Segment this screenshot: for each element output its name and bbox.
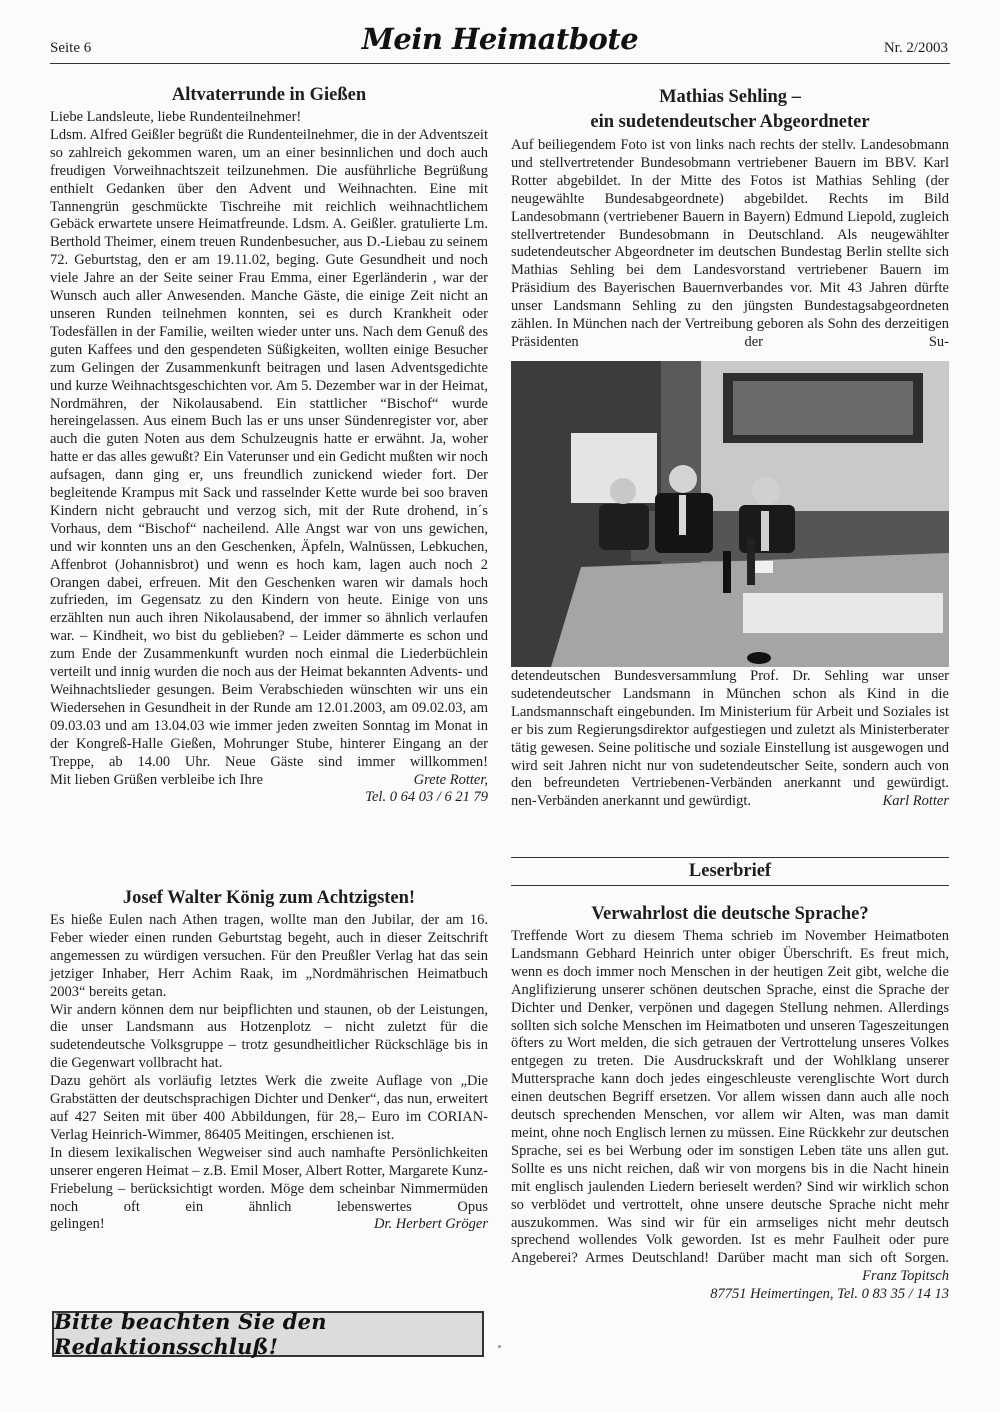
article-paragraph: Dazu gehört als vorläufig letztes Werk die zweite Auflage von „Die Grabstätten der deutschsprachigen Dichter und Denker“, das nun, erweitert auf 427 Seiten mit über 400 Abbildungen, für 28,– Euro im CORIAN-Verlag Heinrich-Wimmer, 86405 Meitingen, erschienen ist. (50, 1073, 488, 1143)
signature-row (50, 1216, 488, 1234)
deadline-notice (52, 1311, 484, 1357)
issue-number: Nr. 2/2003 (883, 40, 948, 56)
article-author: Franz Topitsch (862, 1268, 949, 1285)
signature-row (511, 793, 949, 811)
article-paragraph: Es hieße Eulen nach Athen tragen, wollte man den Jubilar, der am 16. Feber wieder einen runden Geburtstag begeht, auch in dieser Zeitschrift angemessen zu würdigen versuchen. Für den Preußler Verlag hat das sein jetziger Inhaber, Herr Achim Raak, im „Nordmährischen Heimatbuch 2003“ bereits getan. (50, 912, 488, 1000)
section-rule-top (511, 857, 949, 858)
article-title: Josef Walter König zum Achtzigsten! (122, 888, 416, 908)
article-author: Dr. Herbert Gröger (374, 1216, 488, 1233)
article-paragraph-end: gelingen! (50, 1216, 105, 1233)
author-address: 87751 Heimertingen, Tel. 0 83 35 / 14 13 (710, 1286, 949, 1303)
article-sprache (511, 903, 949, 1304)
article-title-line1: Mathias Sehling – (659, 87, 801, 107)
article-sehling (511, 86, 949, 352)
article-body: Treffende Wort zu diesem Thema schrieb im November Heimatboten Landsmann Gebhard Heinrich unter obiger Überschrift. Es freut mich, wenn es doch immer noch Menschen in der heutigen Zeit gibt, welche die Anglifizierung unserer schönen deutschen Sprache, einst die Sprache der Dichter und Denker, verpönen und dagegen Stellung nehmen. Allerdings sollten sich solche Menschen im Heimatboten und unseren Tageszeitungen öfters zu Wort melden, die sich getrauen der Vertrottelung unseres Volkes entgegen zu treten. Die Ausdruckskraft und der Wohlklang unserer Muttersprache kann doch jedes eingeschleuste verenglischte Wort durch einen deutschen Begriff ersetzen. Vor allem wissen dann auch alle noch deutsch sprechenden Menschen, vor allem wir Alten, was man damit meint, ohne noch Englisch lernen zu müssen. Eine Rückkehr zur deutschen Sprache, sei es bei Werbung oder im sonstigen Leben täte uns allen gut. Sollte es uns nicht reichen, daß wir von morgens bis in die Nacht hinein mit englisch jaulenden Liedern berieselt werden? Sind wir wirklich schon so verblödet und vertrottelt, ohne unsere deutsche Sprache nicht mehr auszukommen. Was sind wir für ein armseliges nicht mehr deutsch sprechend wollendes Volk geworden. Ist es mehr Faulheit oder pure Angeberei? Armes Deutschland! Darüber macht man sich oft Sorgen. (511, 928, 949, 1267)
article-paragraph: In diesem lexikalischen Wegweiser sind auch namhafte Persönlichkeiten unserer engeren Heimat – z.B. Emil Moser, Albert Rotter, Margarete Kunz-Friebelung – berücksichtigt worden. Möge dem scheinbar Nimmermüden noch oft ein ähnlich lebenswertes Opus (50, 1144, 488, 1215)
section-title: Leserbrief (688, 861, 772, 881)
article-author: Karl Rotter (882, 793, 949, 810)
article-altvaterrunde (50, 84, 488, 807)
article-author: Grete Rotter, (413, 771, 488, 788)
signature-row (50, 772, 488, 790)
article-koenig (50, 887, 488, 1234)
article-salutation: Liebe Landsleute, liebe Rundenteilnehmer! (50, 109, 302, 125)
page-number: Seite 6 (50, 40, 92, 56)
header-rule (50, 63, 950, 64)
article-title: Verwahrlost die deutsche Sprache? (591, 904, 869, 924)
article-title-line2: ein sudetendeutscher Abgeordneter (590, 112, 870, 132)
masthead-title: Mein Heimatbote (361, 22, 639, 56)
page-speck (498, 1345, 501, 1348)
section-rule-bottom (511, 885, 949, 886)
article-paragraph: Auf beiliegendem Foto ist von links nach rechts der stellv. Landesobmann und stellvertretender Bundesobmann vertriebener Bauern im BBV. Karl Rotter abgebildet. In der Mitte des Fotos ist Mathias Sehling (der neugewählte Bundesabgeordnete) abgebildet. Rechts im Bild Landesobmann (vertriebener Bauern in Bayern) Edmund Liepold, zugleich stellvertretender Bundesobmann in Deutschland. Als neugewählter sudetendeutscher Abgeordneter im deutschen Bundestag Berlin stellte sich Mathias Sehling bei dem Landesvorstand vertriebener Bauern im Präsidium des Bayerischen Bauernverbandes vor. Mit 43 Jahren dürfte unser Landsmann Sehling zu den jüngsten Bundestagsabgeordneten zählen. In München nach der Vertreibung geboren als Sohn des derzeitigen Präsidenten der Su- (511, 137, 949, 350)
article-closing: Mit lieben Grüßen verbleibe ich Ihre (50, 771, 263, 788)
article-body: Ldsm. Alfred Geißler begrüßt die Rundenteilnehmer, die in der Adventszeit so zahlreich gekommen waren, um an einer besinnlichen und doch auch freudigen Vorweihnachtszeit teilzunehmen. Die ausführliche Begrüßung enthielt Gedanken über den Advent und Weihnachten. Eine mit Tannengrün geschmückte Tischreihe mit reichlich weihnachtlichem Gebäck erwartete unsere Heimatfreunde. Ldsm. A. Geißler. gratulierte Lm. Berthold Theimer, einem treuen Rundenbesucher, aus D.-Liebau zu seinem 72. Geburtstag, den er am 19.11.02, beging. Gute Gesundheit und noch viele Jahre an der Seite seiner Frau Emma, einer Egerländerin , war der Wunsch auch aller Anwesenden. Manche Gäste, die einige Zeit nicht an unseren Runden teilnehmen konnten, sei es durch Krankheit oder Todesfällen in der Familie, weilten wieder unter uns. Nach dem Genuß des guten Kaffees und den gespendeten Süßigkeiten, wollten einige Besucher zum Gelingen der Zusammenkunft beitragen und lasen Adventsgedichte und kurze Weihnachtsgeschichten vor. Am 5. Dezember war in der Heimat, Nordmähren, der Nikolausabend. Ein stattlicher “Bischof“ wurde hereingelassen. Aus einem Buch las er uns unser Sündenregister vor, aber auch die guten Noten aus dem Schulzeugnis hatte er erwähnt. Ja, woher hatte er das alles gewußt? Ein Vaterunser und ein Gedicht mußten wir noch aufsagen, dann ging er, uns freundlich zunickend wieder fort. Der begleitende Krampus mit Sack und rasselnder Kette wurde bei soo braven Kindern nicht gebraucht und verzog sich, mit der Rute drohend, in´s Vorhaus, dem “Bischof“ nacheilend. Alle Angst war von uns gewichen, und wir konnten uns an den Geschenken, Äpfeln, Walnüssen, Lebkuchen, Affenbrot (Johannisbrot) und wenn es hoch kam, lagen auch noch 2 Orangen dabei, erfreuen. Mit den Geschenken waren wir damals hoch zufrieden, im Gegensatz zu den Kindern von heute. Einige von uns erzählten nun auch ihren Nikolausabend, der immer so ähnlich verlaufen war. – Kindheit, wo bist du geblieben? – Leider dämmerte es schon und zum Ende der Zusammenkunft wurden noch einmal die Liederbüchlein verteilt und innig wurden die noch aus der Heimat bekannten Advents- und Weihnachtslieder gesungen. Beim Verabschieden wünschten wir uns ein Wiedersehen in Gesundheit in der Runde am 12.01.2003, am 09.02.03, am 09.03.03 und am 13.04.03 wie immer jeden zweiten Sonntag im Monat in der Kongreß-Halle Gießen, Mohrunger Stube, hinterer Eingang an der Treppe, ab 14.00 Uhr. Neue Gäste sind immer willkommen! (50, 126, 488, 770)
article-sehling-continued (511, 668, 949, 811)
photo-illustration (511, 361, 949, 667)
article-photo (511, 361, 949, 667)
notice-text: Bitte beachten Sie den Redaktionsschluß! (54, 1309, 327, 1359)
article-paragraph: Wir andern können dem nur beipflichten und staunen, ob der Leistungen, die unser Landsmann aus Hotzenplotz – nicht zuletzt für die sudetendeutsche Volksgruppe – trotz gesundheitlicher Rückschläge bis in die Gegenwart vollbracht hat. (50, 1001, 488, 1072)
section-leserbrief (511, 860, 949, 882)
author-phone: Tel. 0 64 03 / 6 21 79 (365, 789, 488, 806)
article-paragraph-end: nen-Verbänden anerkannt und gewürdigt. (511, 793, 751, 810)
article-title: Altvaterrunde in Gießen (171, 85, 367, 105)
masthead-logo (0, 22, 1000, 56)
article-paragraph: detendeutschen Bundesversammlung Prof. Dr. Sehling war unser sudetendeutscher Landsmann in München schon als Kind in die Landsmannschaft eingebunden. Im Ministerium für Arbeit und Soziales ist er bis zum Regierungsdirektor aufgestiegen und zuletzt als Ministerberater tätig gewesen. Seine politische und soziale Einstellung ist ausgewogen und wird seit Jahren nicht nur von sudetendeutscher Seite, sondern auch von den befreundeten Vertriebenen-Verbänden anerkannt und gewürdigt. (511, 668, 949, 792)
